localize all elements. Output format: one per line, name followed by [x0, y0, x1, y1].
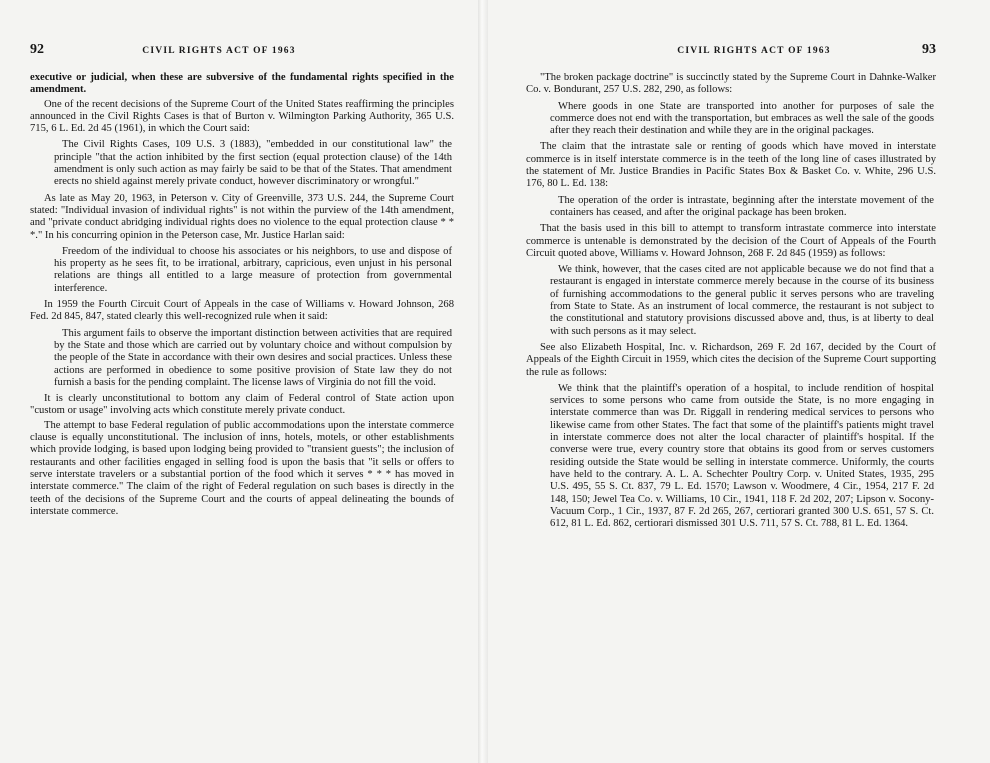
left-page	[0, 0, 480, 763]
left-running-title: CIVIL RIGHTS ACT OF 1963	[142, 46, 296, 56]
block-quote: The operation of the order is intrastate, beginning after the interstate movement of the containers has ceased, and after the original package has been broken.	[550, 194, 934, 218]
paragraph: One of the recent decisions of the Supreme Court of the United States reaffirming the principles announced in the Civil Rights Cases is that of Burton v. Wilmington Parking Authority, 365 U.S. 715, 6 L. Ed. 2d 45 (1961), in which the Court said:	[30, 98, 454, 135]
right-running-title: CIVIL RIGHTS ACT OF 1963	[677, 46, 831, 56]
right-page-number: 93	[922, 42, 936, 57]
block-quote: We think that the plaintiff's operation of a hospital, to include rendition of hospital services to some persons who came from outside the State, is no more engaging in interstate commerce than was Dr. Riggall in rendering medical services to persons who likewise came from other States. The fact that some of the plaintiff's patients might travel in interstate commerce does not alter the local character of plaintiff's hospital. If the converse were true, every country store that obtains its good from or serves customers residing outside the State would be selling in interstate commerce. Uniformly, the courts have held to the contrary. A. L. A. Schechter Poultry Corp. v. United States, 1935, 295 U.S. 495, 55 S. Ct. 837, 79 L. Ed. 1570; Lawson v. Woodmere, 4 Cir., 1954, 217 F. 2d 148, 150; Jewel Tea Co. v. Williams, 10 Cir., 1941, 118 F. 2d 202, 207; Lipson v. Socony-Vacuum Corp., 1 Cir., 1937, 87 F. 2d 265, 267, certiorari granted 300 U.S. 651, 57 S. Ct. 612, 81 L. Ed. 862, certiorari dismissed 301 U.S. 711, 57 S. Ct. 788, 81 L. Ed. 1364.	[550, 382, 934, 530]
block-quote: Freedom of the individual to choose his associates or his neighbors, to use and dispose of his property as he sees fit, to be irrational, arbitrary, capricious, even unjust in his personal relations are things all entitled to a large measure of protection from governmental interference.	[54, 245, 452, 294]
paragraph: The claim that the intrastate sale or renting of goods which have moved in interstate commerce is in itself interstate commerce is in the teeth of the long line of cases illustrated by the statement of Mr. Justice Brandies in Pacific States Box & Basket Co. v. White, 296 U.S. 176, 80 L. Ed. 138:	[526, 141, 936, 190]
left-page-number: 92	[30, 42, 44, 57]
right-running-head	[526, 42, 936, 64]
paragraph: It is clearly unconstitutional to bottom any claim of Federal control of State action upon "custom or usage" involving acts which constitute merely private conduct.	[30, 393, 454, 417]
block-quote: The Civil Rights Cases, 109 U.S. 3 (1883), "embedded in our constitutional law" the principle "that the action inhibited by the first section (equal protection clause) of the 14th amendment is only such action as may fairly be said to be that of the States. That amendment erects no shield against merely private conduct, however discriminatory or wrongful."	[54, 139, 452, 188]
right-page	[486, 0, 990, 763]
paragraph: In 1959 the Fourth Circuit Court of Appeals in the case of Williams v. Howard Johnson, 268 Fed. 2d 845, 847, stated clearly this well-recognized rule when it said:	[30, 299, 454, 323]
left-running-head	[30, 42, 454, 64]
paragraph: As late as May 20, 1963, in Peterson v. City of Greenville, 373 U.S. 244, the Supreme Court stated: "Individual invasion of individual rights" is not within the purview of the 14th amendment, and "private conduct abridging individual rights does no violence to the equal protection clause * * *." In his concurring opinion in the Peterson case, Mr. Justice Harlan said:	[30, 192, 454, 241]
paragraph: executive or judicial, when these are subversive of the fundamental rights specified in the amendment.	[30, 72, 454, 96]
paragraph: That the basis used in this bill to attempt to transform intrastate commerce into interstate commerce is untenable is demonstrated by the decision of the Court of Appeals of the Fourth Circuit quoted above, Williams v. Howard Johnson, 268 F. 2d 845 (1959) as follows:	[526, 223, 936, 259]
block-quote: Where goods in one State are transported into another for purposes of sale the commerce does not end with the transportation, but embraces as well the sale of the goods after they reach their destination and while they are in the original packages.	[550, 100, 934, 137]
block-quote: We think, however, that the cases cited are not applicable because we do not find that a restaurant is engaged in interstate commerce merely because in the course of its business of furnishing accommodations to the general public it serves persons who are traveling from State to State. As an instrument of local commerce, the restaurant is not subject to the constitutional and statutory provisions discussed above and, thus, is at liberty to deal with such persons as it may select.	[550, 264, 934, 337]
block-quote: This argument fails to observe the important distinction between activities that are required by the State and those which are carried out by voluntary choice and without compulsion by the people of the State in accordance with their own desires and social practices. Unless these actions are performed in obedience to some positive provision of State law they do not furnish a basis for the pending complaint. The license laws of Virginia do not fill the void.	[54, 327, 452, 388]
paragraph: See also Elizabeth Hospital, Inc. v. Richardson, 269 F. 2d 167, decided by the Court of Appeals of the Eighth Circuit in 1959, which cites the decision of the Supreme Court supporting the rule as follows:	[526, 341, 936, 378]
paragraph: "The broken package doctrine" is succinctly stated by the Supreme Court in Dahnke-Walker Co. v. Bondurant, 257 U.S. 282, 290, as follows:	[526, 72, 936, 96]
paragraph: The attempt to base Federal regulation of public accommodations upon the interstate commerce clause is equally unconstitutional. The inclusion of inns, hotels, motels, or other establishments which provide lodging, is based upon lodging being provided to "transient guests"; the inclusion of restaurants and other facilities engaged in selling food is upon the basis that "it sells or offers to serve interstate travelers or a substantial portion of the food which it serves * * * has moved in interstate commerce." The claim of the right of Federal regulation on such bases is directly in the teeth of the decisions of the Supreme Court and the courts of appeal delineating the bounds of interstate commerce.	[30, 419, 454, 517]
